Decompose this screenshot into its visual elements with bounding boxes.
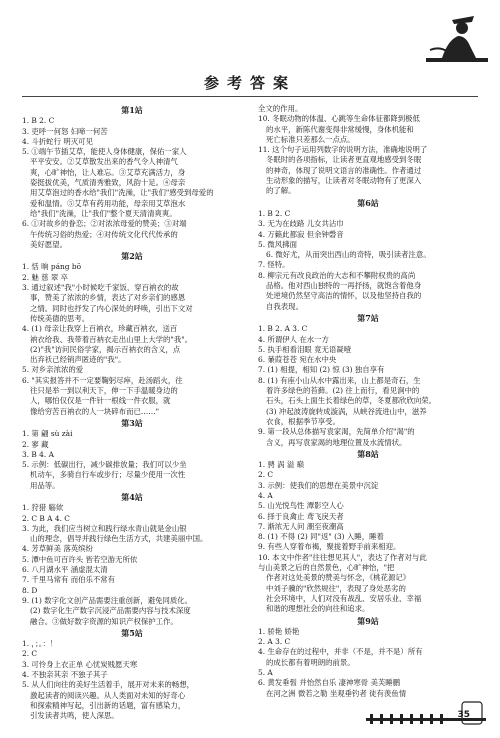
station-heading: 第1站 xyxy=(121,105,143,115)
answer-line: 冬眠时的各项指标，让读者更直观地感受到冬眠 xyxy=(266,155,422,165)
answer-line: 的水平，新陈代谢变得非常缓慢，身体机能和 xyxy=(266,124,414,134)
answer-line: 6. 择于良禽止 鸢飞戾天者 xyxy=(258,511,344,521)
answer-line: 衲衣给我、我带着百衲衣走出山里上大学的"我"。 xyxy=(30,334,193,344)
answer-line: 的成长都有着明朗的前景。 xyxy=(266,657,355,667)
answer-line: 激起读者的阅读兴趣。从人类面对未知的好奇心 xyxy=(30,690,186,700)
answer-line: 往只是举一到以利天下，伸一下手温暖身边的 xyxy=(30,386,178,396)
answer-line: 给"我们"洗澡，让"我们"整个夏天清清爽爽。 xyxy=(30,208,177,218)
answer-line: 3. 通过叙述"我"小时候吃千家饭、穿百衲衣的故 xyxy=(22,283,179,293)
answer-line: 7. 渐浓无人问 潮至夜潮高 xyxy=(258,521,344,531)
answer-line: 4. A xyxy=(258,490,273,500)
answer-line: 6. 黄发垂髫 并怡然自乐 凄神寒骨 美芙睡鹏 xyxy=(258,678,401,688)
answer-line: 5. 潭中鱼可百许头 皆若空游无所依 xyxy=(22,554,138,564)
answer-line: 融合。③做好数字资源的知识产权保护工作。 xyxy=(30,616,178,626)
corner-silhouette-art xyxy=(422,6,492,66)
answer-line: 2. C xyxy=(22,649,38,659)
answer-line: 自我表现。 xyxy=(266,301,303,311)
answer-line: 4. (1) 母亲让我穿上百衲衣，珍藏百衲衣，送百 xyxy=(22,324,178,334)
left-answer-column xyxy=(22,104,242,722)
station-heading: 第2站 xyxy=(121,251,143,262)
answer-line: 5. A xyxy=(258,668,273,678)
answer-line: 死亡标准只差那么一点点。 xyxy=(266,134,355,144)
answer-line: 生动形象的描写，让读者对冬眠动物有了更深入 xyxy=(266,176,422,186)
answer-line: 4. 芳草鲜美 落英缤纷 xyxy=(22,544,93,554)
answer-line: 7. (1) 相提，相知 (2) 惊 (3) 独自享有 xyxy=(258,365,385,375)
answer-line: (2)"我"访问民俗学家，揭示百衲衣的含义，点 xyxy=(30,344,181,354)
answer-line: 1. ，；。：！ xyxy=(22,639,58,649)
answer-line: 着许多绿色的苔藓。(2) 往上而行，看见涧中的 xyxy=(266,386,420,396)
answer-line: 引发读者共鸣，使人深思。 xyxy=(30,711,119,721)
answer-line: 像给穷苦百衲衣的人一块碎布而已……" xyxy=(30,406,160,416)
answer-line: 5. 执手相看泪眼 竟无语凝噎 xyxy=(258,344,352,354)
answer-line: 含义，再写袁家渴的地理位置及水流情状。 xyxy=(266,437,407,447)
answer-line: 2. 魅 慈 翠 卒 xyxy=(22,272,69,282)
answer-line: 传统美德的思考。 xyxy=(30,313,90,323)
answer-line: 5. 微风拂面 xyxy=(258,239,297,249)
answer-line: 在河之洲 微若之勒 坐观垂钓者 徒有羡鱼情 xyxy=(266,688,407,698)
answer-line: 爽，心旷神怡，让人难忘。③艾草充满活力，身 xyxy=(30,167,186,177)
answer-line: 姿挺拔优美，气质清秀雅致，风韵十足。④母亲 xyxy=(30,178,186,188)
answer-line: 4. 所谓伊人 在水一方 xyxy=(258,334,329,344)
answer-line: 10. 本文中作者"往往想见其人"，表达了作者对与此 xyxy=(258,552,427,562)
answer-line: 8. 柳宗元有改良政治的大志和不攀附权贵的高尚 xyxy=(258,270,416,280)
answer-line: 3. 示例：使我们的思想在美景中沉淀 xyxy=(258,480,379,490)
answer-line: 5. 从人们向往的美好生活着手，展开对未来的畅想， xyxy=(22,680,194,690)
answer-line: 4. 不独亲其亲 不独子其子 xyxy=(22,670,108,680)
answer-line: 1. B 2. C xyxy=(22,116,55,126)
station-heading: 第9站 xyxy=(357,615,379,626)
answer-line: 美好愿望。 xyxy=(30,239,67,249)
station-heading: 第4站 xyxy=(121,491,143,502)
answer-line: 5. 山光悦鸟性 潭影空人心 xyxy=(258,501,344,511)
answer-line: 5. ①端午节插艾草，能使人身体健康，保佑一家人 xyxy=(22,147,187,157)
answer-line: 1. 骋 涡 溢 巅 xyxy=(258,460,305,470)
answer-line: 8. (1) 不得 (2) 同"返" (3) 入睡，睡着 xyxy=(258,532,384,542)
answer-line: 和谐的理想社会的向往和追求。 xyxy=(266,604,370,614)
right-answer-column xyxy=(258,104,478,699)
page-title: 参考答案 xyxy=(203,74,296,92)
answer-line: 石头，石头上面生长着绿色的草，冬夏都欣欣向荣。 xyxy=(266,396,436,406)
answer-line: 午传统习俗的热爱；④对传统文化代代传承的 xyxy=(30,229,178,239)
answer-line: 8. (1) 有座小山从水中露出来，山上都是奇石，生 xyxy=(258,375,421,385)
answer-line: 用品等。 xyxy=(30,480,60,490)
answer-line: 用艾草泡过的香水给"我们"洗澡，让"我们"感受到母爱的 xyxy=(30,188,214,198)
answer-line: 6. ①对故乡的眷恋；②对浓浓母爱的赞美；③对端 xyxy=(22,219,187,229)
answer-line: 2. 寥 藏 xyxy=(22,439,49,449)
answer-line: 6. "其实报答并不一定要鞠躬尽瘁，赴汤蹈火，往 xyxy=(22,375,183,385)
answer-line: 7. 千里马常有 而伯乐不常有 xyxy=(22,575,116,585)
title-divider xyxy=(22,96,478,97)
answer-line: 7. 怪特。 xyxy=(258,260,290,270)
answer-line: 出弃袄己经销声匿迹的"我"。 xyxy=(30,355,126,365)
answer-line: 与山美景之后的自然景色，心旷神怡，"把 xyxy=(258,563,395,573)
answer-line: 2. A 3. C xyxy=(258,637,291,647)
answer-line: 4. 生命存在的过程中，并非（不是，并不是）所有 xyxy=(258,647,423,657)
station-heading: 第6站 xyxy=(357,197,379,208)
answer-line: 人，哪怕仅仅是一件针一根线一件衣服，就 xyxy=(30,396,171,406)
answer-line: 3. 吏呼一何怒 妇啼一何苦 xyxy=(22,126,108,136)
answer-line: 中刘子骥的"欣然规往"，表现了身处恶劣的 xyxy=(266,583,406,593)
station-heading: 第5站 xyxy=(121,627,143,638)
answer-line: 6. 微好尤，从而突出西山的奇特，吸引读者注意。 xyxy=(266,250,431,260)
answer-line: 山的理念，倡导并践行绿色生活方式，共建美丽中国。 xyxy=(30,534,208,544)
answer-line: 11. 这个句子运用列数字的说明方法，准确地说明了 xyxy=(258,145,428,155)
answer-line: 5. 对乡亲浓浓的爱 xyxy=(22,365,84,375)
answer-line: 3. 为此，我们应当树立和践行绿水青山就是金山银 xyxy=(22,523,187,533)
answer-line: 作者对这处美景的赞美与怀念，《桃花源记》 xyxy=(266,573,411,583)
station-heading: 第8站 xyxy=(357,448,379,459)
answer-line: 平平安安。②艾草散发出来的香气令人神清气 xyxy=(30,157,178,167)
answer-line: 5. 示例：低碳出行，减少碳排放量；我们可以少坐 xyxy=(22,460,187,470)
station-heading: 第7站 xyxy=(357,312,379,323)
answer-line: 1. 第 翩 sù zài xyxy=(22,429,73,439)
answer-line: 9. 有些人穿着布褐，聚拢着野手前来相迎。 xyxy=(258,542,401,552)
answer-line: 的神奇，体现了说明文语言的准确性。作者通过 xyxy=(266,165,422,175)
answer-line: 机动车，多骑自行车或步行；尽量少使用一次性 xyxy=(30,470,186,480)
station-heading: 第3站 xyxy=(121,417,143,428)
answer-line: 6. 八月湖水平 涵虚混太清 xyxy=(22,565,108,575)
answer-line: 衣食，根据季节享受。 xyxy=(266,416,340,426)
answer-line: 3. 无为在歧路 儿女共沾巾 xyxy=(258,219,344,229)
answer-line: 和探索精神写起，引出新的话题，富有感染力， xyxy=(30,700,186,710)
page-number: 35 xyxy=(457,710,470,720)
answer-line: 社会环境中，人们对没有战乱、安居乐业、幸福 xyxy=(266,593,422,603)
answer-line: 3. 可怜身上衣正单 心忧炭贱愿天寒 xyxy=(22,659,138,669)
answer-line: 3. B 4. A xyxy=(22,449,54,459)
answer-line: 的了解。 xyxy=(266,186,296,196)
answer-line: 9. (1) 数字化文创产品需要注重创新，避免同质化。 xyxy=(22,595,193,605)
answer-line: 1. 恬 晌 páng bō xyxy=(22,262,82,272)
answer-line: 之情。同时也抒发了内心深处的呼唤，引出下文对 xyxy=(30,303,193,313)
answer-line: (2) 数字化生产数字沉浸产品需要内容与技术深度 xyxy=(30,606,191,616)
answer-line: 2. C xyxy=(258,470,274,480)
answer-line: 9. 第一段从总体描写袁家渴，先简单介绍"渴"的 xyxy=(258,427,415,437)
answer-line: 事，赞美了浓浓的乡情，表达了对乡亲们的感恩 xyxy=(30,293,186,303)
answer-line: 处逆境仍然坚守高洁的情怀，以及他坚持自我的 xyxy=(266,291,422,301)
answer-line: 1. 狩猎 觞欸 xyxy=(22,503,64,513)
answer-line: 品格。他对西山独特的一再抒扬，就饱含着他身 xyxy=(266,281,422,291)
answer-line: 4. 斗折蛇行 明灭可见 xyxy=(22,136,93,146)
answer-line: 10. 冬眠动物的体温、心跳等生命体征都降到极低 xyxy=(258,114,420,124)
answer-line: 1. 骄艳 娇艳 xyxy=(258,626,300,636)
answer-line: (3) 冲起波涛旋转成漩涡，从峡谷流进山中，滋养 xyxy=(266,406,427,416)
answer-line: 全文的作用。 xyxy=(258,104,303,113)
answer-line: 1. B 2. C xyxy=(258,208,291,218)
answer-line: 4. 万籁此都寂 但余钟磬音 xyxy=(258,229,344,239)
answer-line: 8. D xyxy=(22,585,38,595)
answer-line: 爱和温情。⑤艾草有药用功能，母亲用艾草泡水 xyxy=(30,198,186,208)
answer-line: 1. B 2. A 3. C xyxy=(258,324,308,334)
answer-line: 2. C B A 4. C xyxy=(22,513,70,523)
answer-line: 6. 蒹葭苍苍 宛在水中央 xyxy=(258,355,337,365)
